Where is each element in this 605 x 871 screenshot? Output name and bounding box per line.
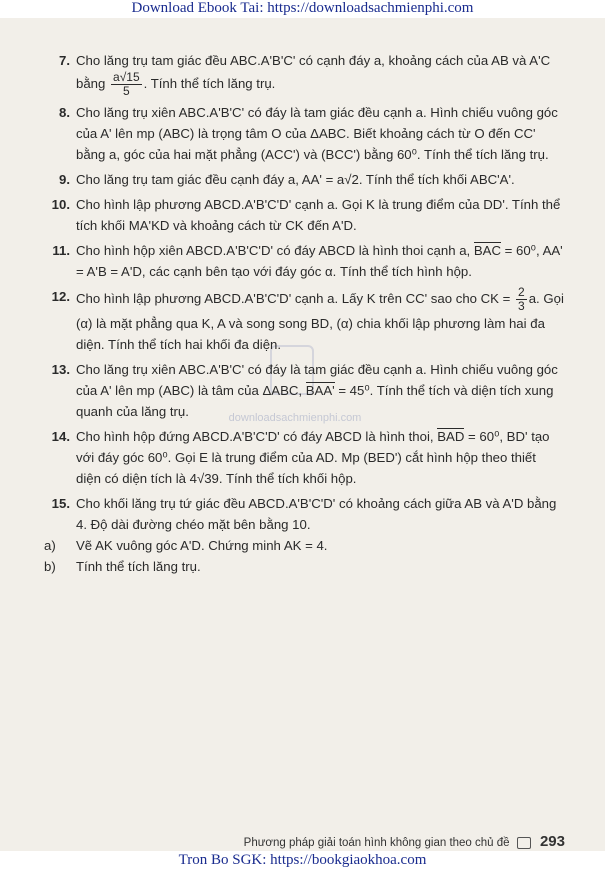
problem-8	[44, 102, 564, 165]
problem-text: Cho hình hộp đứng ABCD.A'B'C'D' có đáy ABCD là hình thoi,	[76, 429, 438, 444]
denominator: 5	[122, 84, 130, 98]
problem-number: 8.	[59, 105, 70, 120]
problem-number: 7.	[59, 53, 70, 68]
fraction	[111, 71, 142, 98]
part-text: Vẽ AK vuông góc A'D. Chứng minh AK = 4.	[76, 538, 328, 553]
problem-12	[44, 286, 564, 355]
problem-15-part-a	[44, 535, 564, 556]
part-label: a)	[44, 538, 56, 553]
top-download-banner[interactable]: Download Ebook Tai: https://downloadsachmienphi.com	[0, 0, 605, 18]
numerator: a√15	[113, 70, 140, 84]
problem-10	[44, 194, 564, 236]
problem-text: a. Gọi (α) là mặt phẳng qua K, A và song song BD, (α) chia khối lập phương làm hai đa diện. Tính thể tích hai khối đa diện.	[76, 290, 564, 352]
problem-text: Cho khối lăng trụ tứ giác đều ABCD.A'B'C'D' có khoảng cách giữa AB và A'D bằng 4. Độ dài đường chéo mặt bên bằng 10.	[76, 496, 557, 532]
problem-text: Cho hình lập phương ABCD.A'B'C'D' cạnh a. Gọi K là trung điểm của DD'. Tính thể tích khối MA'KD và khoảng cách từ CK đến A'D.	[76, 197, 561, 233]
problem-number: 10.	[51, 197, 70, 212]
problem-7	[44, 50, 564, 98]
problem-list	[44, 50, 564, 577]
problem-15	[44, 493, 564, 535]
book-icon	[517, 837, 531, 849]
problem-text: Cho lăng trụ tam giác đều ABC.A'B'C' có cạnh đáy a, khoảng cách của AB và A'C bằng	[76, 53, 551, 91]
problem-text: = 45⁰. Tính thể tích và diện tích xung quanh của lăng trụ.	[76, 383, 554, 419]
angle-symbol: BAA'	[305, 383, 335, 398]
page-number: 293	[539, 833, 565, 850]
angle-symbol: BAC	[473, 243, 501, 258]
problem-text: Cho hình hộp xiên ABCD.A'B'C'D' có đáy ABCD là hình thoi cạnh a,	[76, 243, 474, 258]
fraction	[516, 286, 527, 313]
footer-book-title: Phương pháp giải toán hình không gian theo chủ đề	[243, 837, 510, 849]
problem-11	[44, 240, 564, 282]
problem-number: 14.	[51, 429, 70, 444]
watermark-text: downloadsachmienphi.com	[228, 412, 362, 424]
problem-text: Cho lăng trụ tam giác đều cạnh đáy a, AA' = a√2. Tính thể tích khối ABC'A'.	[76, 172, 515, 187]
page-footer	[0, 833, 565, 850]
problem-number: 11.	[52, 243, 70, 258]
bottom-download-banner[interactable]: Tron Bo SGK: https://bookgiaokhoa.com	[0, 851, 605, 871]
numerator: 2	[518, 285, 525, 299]
problem-number: 12.	[51, 289, 70, 304]
problem-number: 13.	[51, 362, 70, 377]
denominator: 3	[518, 299, 525, 313]
angle-symbol: BAD	[437, 429, 465, 444]
problem-text: = 60⁰, BD' tạo với đáy góc 60⁰. Gọi E là trung điểm của AD. Mp (BED') cắt hình hộp theo thiết diện có diện tích là 4√39. Tính thể tích khối hộp.	[76, 429, 550, 486]
problem-text: Cho hình lập phương ABCD.A'B'C'D' cạnh a. Lấy K trên CC' sao cho CK =	[76, 290, 515, 306]
problem-text: Cho lăng trụ xiên ABC.A'B'C' có đáy là tam giác đều cạnh a. Hình chiếu vuông góc của A' lên mp (ABC) là tâm của ΔABC,	[76, 362, 558, 398]
problem-14	[44, 426, 564, 489]
problem-15-part-b	[44, 556, 564, 577]
problem-number: 9.	[59, 172, 70, 187]
problem-9	[44, 169, 564, 190]
problem-text: . Tính thể tích lăng trụ.	[143, 75, 276, 91]
part-label: b)	[44, 559, 56, 574]
problem-text: Cho lăng trụ xiên ABC.A'B'C' có đáy là tam giác đều cạnh a. Hình chiếu vuông góc của A' lên mp (ABC) là trọng tâm O của ΔABC. Biết khoảng cách từ O đến CC' bằng a, góc của hai mặt phẳng (ACC') và (BCC') bằng 60⁰. Tính thể tích lăng trụ.	[76, 105, 558, 162]
part-text: Tính thể tích lăng trụ.	[76, 559, 201, 574]
problem-text: = 60⁰, AA' = A'B = A'D, các cạnh bên tạo với đáy góc α. Tính thể tích hình hộp.	[76, 243, 563, 279]
problem-number: 15.	[51, 496, 70, 511]
problem-13	[44, 359, 564, 422]
